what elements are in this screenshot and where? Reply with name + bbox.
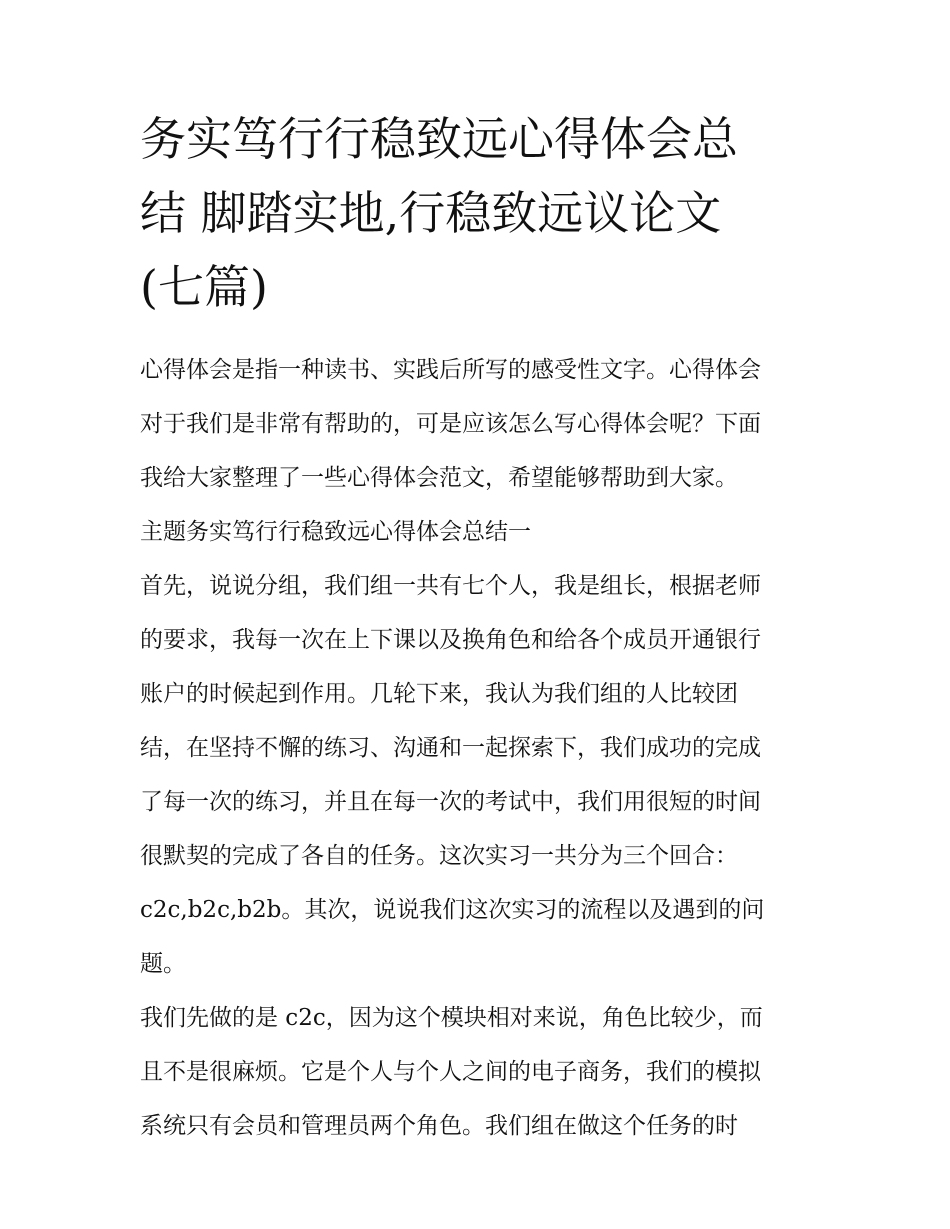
title-line: 结 脚踏实地,行稳致远议论文 xyxy=(140,186,722,240)
paragraph-line: 的要求，我每一次在上下课以及换角色和给各个成员开通银行 xyxy=(140,627,761,653)
title-line: (七篇) xyxy=(140,260,268,314)
intro-line: 心得体会是指一种读书、实践后所写的感受性文字。心得体会 xyxy=(140,357,761,383)
paragraph-line: 账户的时候起到作用。几轮下来，我认为我们组的人比较团 xyxy=(140,681,738,707)
paragraph-line: 结，在坚持不懈的练习、沟通和一起探索下，我们成功的完成 xyxy=(140,735,761,761)
paragraph-line: 系统只有会员和管理员两个角色。我们组在做这个任务的时 xyxy=(140,1113,738,1139)
intro-line: 对于我们是非常有帮助的，可是应该怎么写心得体会呢？下面 xyxy=(140,411,761,437)
paragraph-line: 首先，说说分组，我们组一共有七个人，我是组长，根据老师 xyxy=(140,573,761,599)
paragraph-line: 我们先做的是 c2c，因为这个模块相对来说，角色比较少，而 xyxy=(140,1005,763,1031)
paragraph-line: 很默契的完成了各自的任务。这次实习一共分为三个回合： xyxy=(140,843,738,869)
document-body xyxy=(140,357,820,1167)
paragraph-line: 题。 xyxy=(140,951,186,977)
paragraph-line: 了每一次的练习，并且在每一次的考试中，我们用很短的时间 xyxy=(140,789,761,815)
intro-line: 我给大家整理了一些心得体会范文，希望能够帮助到大家。 xyxy=(140,465,738,491)
paragraph-line: c2c,b2c,b2b。其次，说说我们这次实习的流程以及遇到的问 xyxy=(140,897,765,923)
paragraph-line: 且不是很麻烦。它是个人与个人之间的电子商务，我们的模拟 xyxy=(140,1059,761,1085)
document-title xyxy=(140,108,840,330)
section-heading: 主题务实笃行行稳致远心得体会总结一 xyxy=(140,519,531,545)
title-line: 务实笃行行稳致远心得体会总 xyxy=(140,112,738,166)
